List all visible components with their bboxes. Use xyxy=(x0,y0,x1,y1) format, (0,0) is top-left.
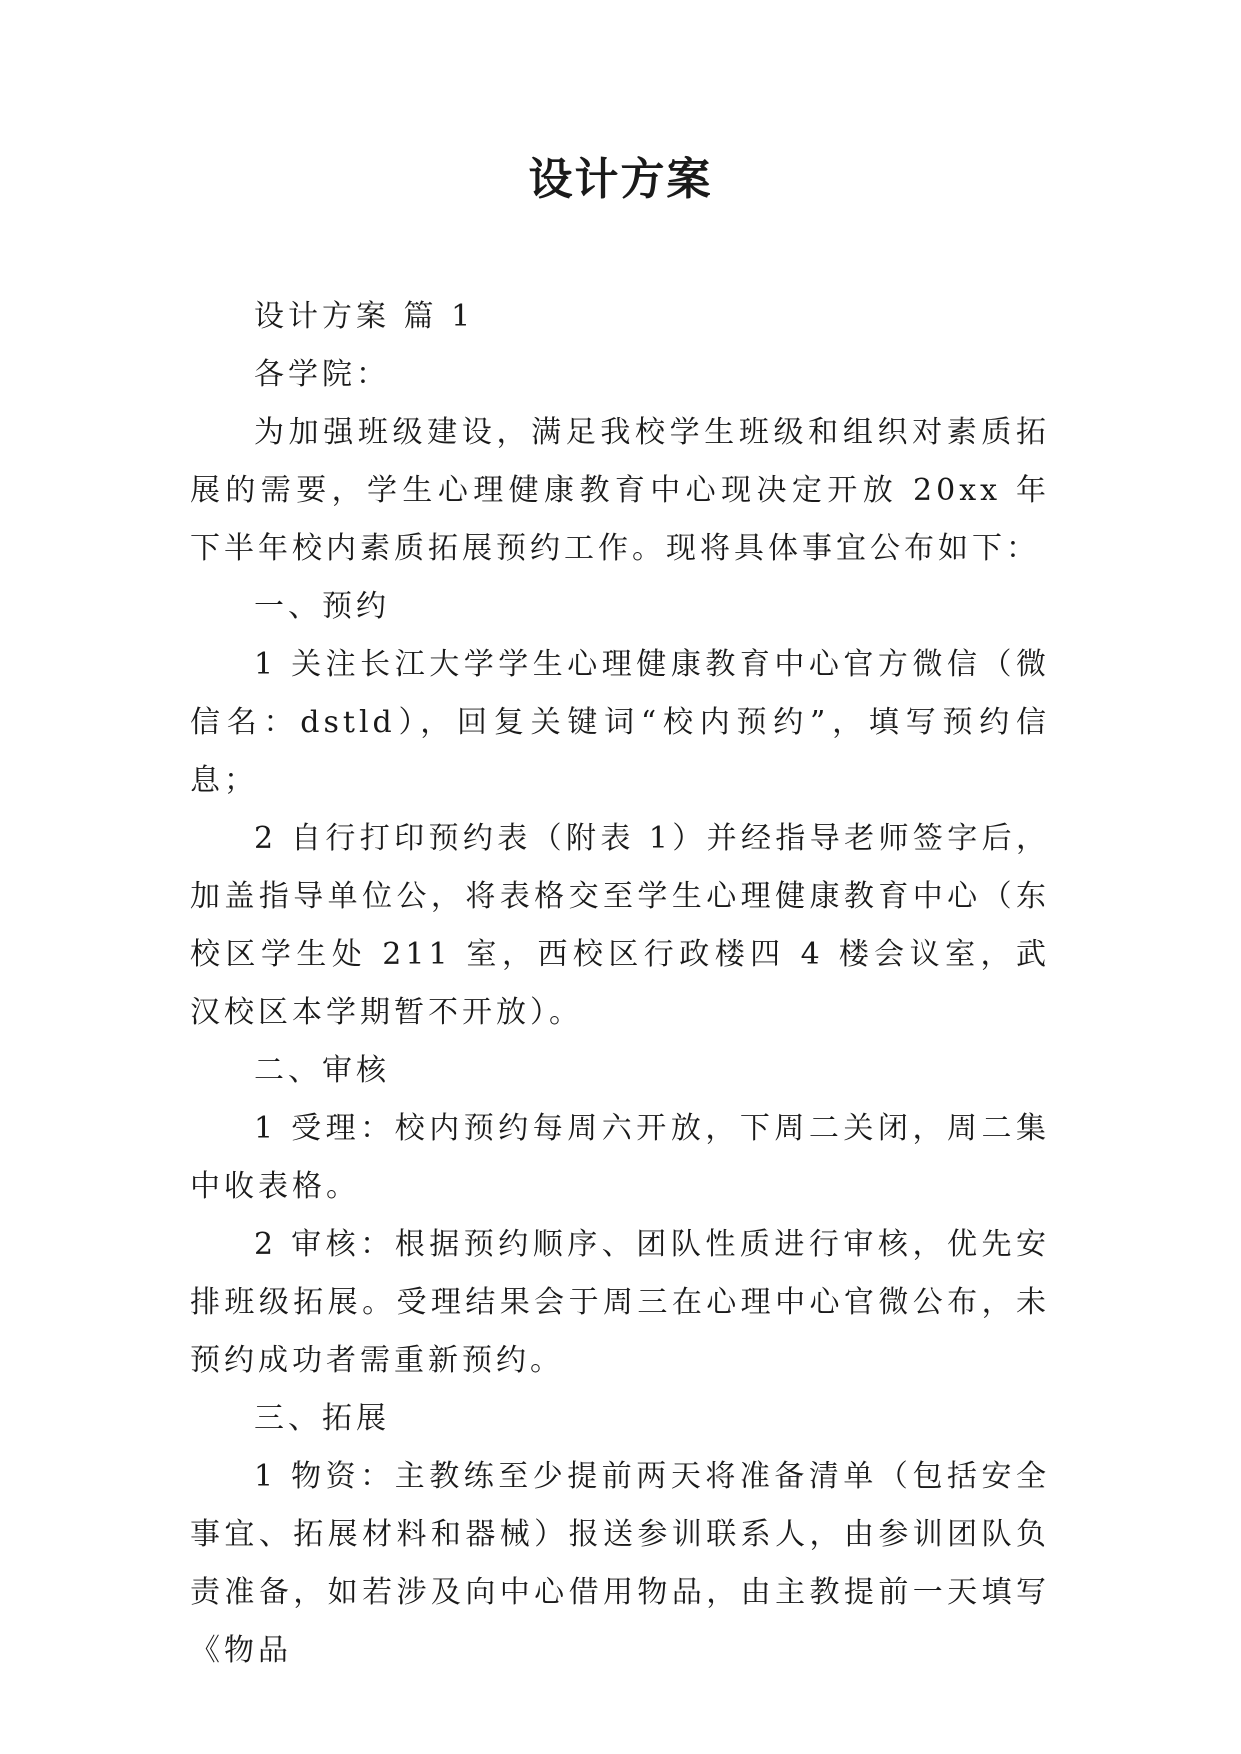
expansion-step-1: 1 物资：主教练至少提前两天将准备清单（包括安全事宜、拓展材料和器械）报送参训联系人，由参训团队负责准备，如若涉及向中心借用物品，由主教提前一天填写《物品 xyxy=(190,1459,1050,1668)
review-step-2: 2 审核：根据预约顺序、团队性质进行审核，优先安排班级拓展。受理结果会于周三在心理中心官微公布，未预约成功者需重新预约。 xyxy=(190,1227,1050,1378)
page-title: 设计方案 xyxy=(528,154,713,205)
intro-paragraph: 为加强班级建设，满足我校学生班级和组织对素质拓展的需要，学生心理健康教育中心现决定开放 20xx 年下半年校内素质拓展预约工作。现将具体事宜公布如下： xyxy=(190,415,1050,566)
review-step-1: 1 受理：校内预约每周六开放，下周二关闭，周二集中收表格。 xyxy=(190,1111,1050,1204)
salutation: 各学院： xyxy=(254,357,390,392)
document-body xyxy=(190,288,1050,1680)
heading-review: 二、审核 xyxy=(254,1053,390,1088)
reservation-step-1: 1 关注长江大学学生心理健康教育中心官方微信（微信名：dstld），回复关键词“校内预约”，填写预约信息； xyxy=(190,647,1050,798)
reservation-step-2: 2 自行打印预约表（附表 1）并经指导老师签字后，加盖指导单位公，将表格交至学生心理健康教育中心（东校区学生处 211 室，西校区行政楼四 4 楼会议室，武汉校区本学期暂不开放）。 xyxy=(190,821,1050,1030)
section-heading: 设计方案 篇 1 xyxy=(254,299,475,334)
heading-expansion: 三、拓展 xyxy=(254,1401,390,1436)
heading-reservation: 一、预约 xyxy=(254,589,390,624)
